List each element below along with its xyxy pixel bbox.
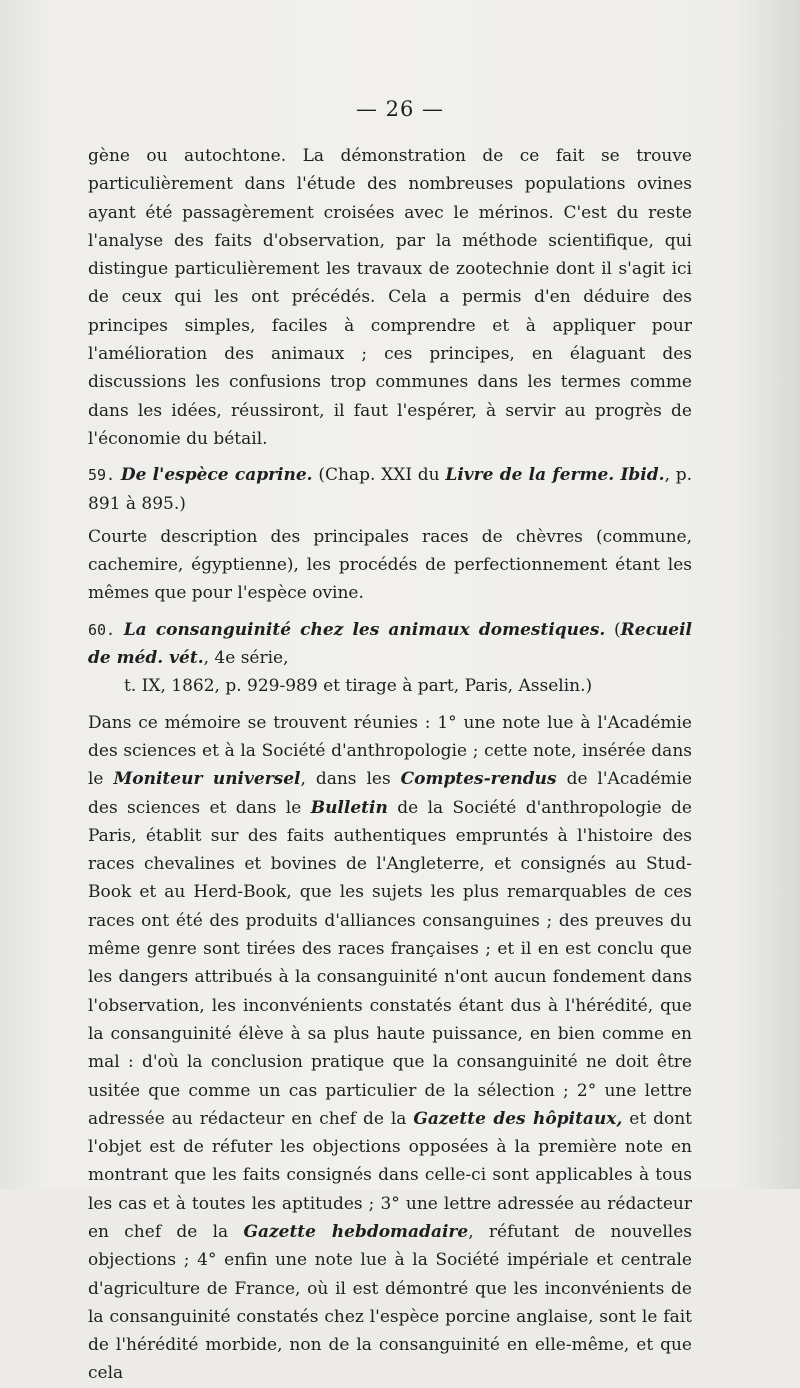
text-run: de l'Académie des sciences et dans le [88,769,693,818]
entry-description: Courte description des principales races de chèvres (commune, cachemire, égyptienne), les procédés de perfectionnement étant les mêmes que pour l'espèce ovine. [88,526,692,604]
page-body [88,142,692,1388]
entry-work-title: Recueil de méd. vét. [88,619,693,669]
work-title: Moniteur universel [113,769,301,790]
work-title: Gazette hebdomadaire [243,1221,469,1242]
text-run: , réfutant de nouvelles objections ; 4° enfin une note lue à la Société impériale et centrale d'agriculture de France, où il est démontré que les inconvénients de la consanguinité constatés chez l'espèce porcine anglaise, sont le fait de l'hérédité morbide, non de la consanguinité en elle-même, et que cela [88,1221,692,1384]
work-title: Comptes-rendus [400,769,557,790]
work-title: Bulletin [310,797,388,818]
entry-number: 59. [88,466,116,485]
entry-reference: (Chap. XXI du [318,465,440,486]
work-title: Gazette des hôpitaux, [413,1108,623,1129]
text-run: Dans ce mémoire se trouvent réunies : 1° une note lue à l'Académie des sciences et à la Société d'anthropologie ; cette note, insérée dans le [88,712,692,790]
entry-reference-open: ( [613,619,621,640]
text-run: , dans les [300,769,391,790]
entry-series: , 4e série, [203,648,289,669]
paragraph-continuation: gène ou autochtone. La démonstration de ce fait se trouve particulièrement dans l'étude des nombreuses populations ovines ayant été passagèrement croisées avec le mérinos. C'est du reste l'analyse des faits d'observation, par la méthode scientifique, qui distingue particulièrement les travaux de zootechnie dont il s'agit ici de ceux qui les ont précédés. Cela a permis d'en déduire des principes simples, faciles à comprendre et à appliquer pour l'amélioration des animaux ; ces principes, en élaguant des discussions les confusions trop communes dans les termes comme dans les idées, réussiront, il faut l'espérer, à servir au progrès de l'économie du bétail. [88,146,692,449]
page-number: — 26 — [355,97,445,121]
entry-work-title: Livre de la ferme. Ibid. [445,465,665,486]
entry-title: La consanguinité chez les animaux domestiques. [123,619,606,640]
text-run: de la Société d'anthropologie de Paris, établit sur des faits authentiques empruntés à l'histoire des races chevalines et bovines de l'Angleterre, et consignés au Stud-Book et au Herd-Book, que les sujets les plus remarquables de ces races ont été des produits d'alliances consanguines ; des preuves du même genre sont tirées des races françaises ; et il en est conclu que les dangers attribués à la consanguinité n'ont aucun fondement dans l'observation, les inconvénients constatés étant dus à l'hérédité, que la consanguinité élève à sa plus haute puissance, en bien comme en mal : d'où la conclusion pratique que la consanguinité ne doit être usitée que comme un cas particulier de la sélection ; 2° une lettre adressée au rédacteur en chef de la [88,797,692,1129]
bibliography-entry-60 [88,616,692,701]
text-run: et dont l'objet est de réfuter les objections opposées à la première note en montrant que les faits consignés dans celle-ci sont applicables à tous les cas et à toutes les aptitudes ; 3° une lettre adressée au rédacteur en chef de la [88,1108,692,1242]
entry-title: De l'espèce caprine. [120,465,313,486]
entry-number: 60. [88,620,116,639]
entry-60-description [88,709,692,1388]
entry-pages: , p. 891 à 895.) [88,465,693,514]
bibliography-entry-59 [88,461,692,518]
entry-reference-continuation: t. IX, 1862, p. 929-989 et tirage à part, Paris, Asselin.) [124,676,593,697]
